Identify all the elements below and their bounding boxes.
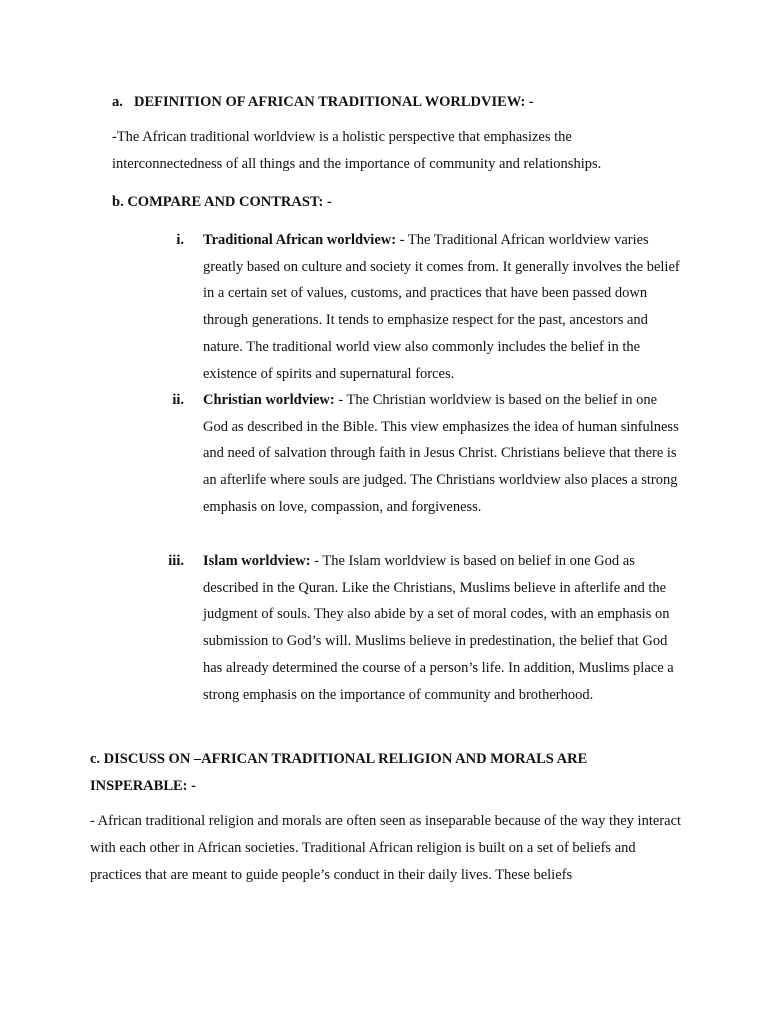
list-item-number: i. bbox=[176, 232, 184, 248]
list-item-number: iii. bbox=[168, 553, 184, 569]
list-item-title: Traditional African worldview: bbox=[203, 232, 397, 248]
section-a-heading bbox=[112, 89, 672, 116]
section-a-marker: a. bbox=[112, 94, 123, 110]
list-item-body bbox=[203, 387, 681, 521]
section-c-paragraph: - African traditional religion and morals are often seen as inseparable because of the way they interact with each other in African societies. Traditional African religion is built on a set of beliefs and practices that are meant to guide people’s conduct in their daily lives. These beliefs bbox=[90, 813, 682, 883]
list-item-text: - The Islam worldview is based on belief in one God as described in the Quran. Like the Christians, Muslims believe in afterlife and the judgment of souls. They also abide by a set of moral codes, with an emphasis on submission to God’s will. Muslims believe in predestination, the belief that God has already determined the course of a person’s life. In addition, Muslims place a strong emphasis on the importance of community and brotherhood. bbox=[203, 553, 674, 703]
list-item-body bbox=[203, 227, 681, 387]
list-item-text: - The Christian worldview is based on the belief in one God as described in the Bible. This view emphasizes the idea of human sinfulness and need of salvation through faith in Jesus Christ. Christians believe that there is an afterlife where souls are judged. The Christians worldview also places a strong emphasis on love, compassion, and forgiveness. bbox=[203, 392, 679, 515]
section-b-heading: b. COMPARE AND CONTRAST: - bbox=[112, 194, 332, 210]
list-item-body bbox=[203, 548, 681, 708]
list-item-number: ii. bbox=[172, 392, 184, 408]
section-a-heading-text: DEFINITION OF AFRICAN TRADITIONAL WORLDVIEW: - bbox=[134, 94, 534, 110]
list-item-title: Christian worldview: bbox=[203, 392, 335, 408]
list-item-christian bbox=[150, 387, 690, 521]
list-item-text: - The Traditional African worldview varies greatly based on culture and society it comes from. It generally involves the belief in a certain set of values, customs, and practices that have been passed down through generations. It tends to emphasize respect for the past, ancestors and nature. The traditional world view also commonly includes the belief in the existence of spirits and supernatural forces. bbox=[203, 232, 680, 382]
list-item-islam bbox=[150, 548, 690, 708]
list-item-traditional bbox=[150, 227, 690, 387]
section-c-heading: c. DISCUSS ON –AFRICAN TRADITIONAL RELIGION AND MORALS ARE INSPERABLE: - bbox=[90, 751, 588, 794]
list-item-title: Islam worldview: bbox=[203, 553, 311, 569]
section-a-paragraph: -The African traditional worldview is a holistic perspective that emphasizes the interconnectedness of all things and the importance of community and relationships. bbox=[112, 129, 602, 172]
